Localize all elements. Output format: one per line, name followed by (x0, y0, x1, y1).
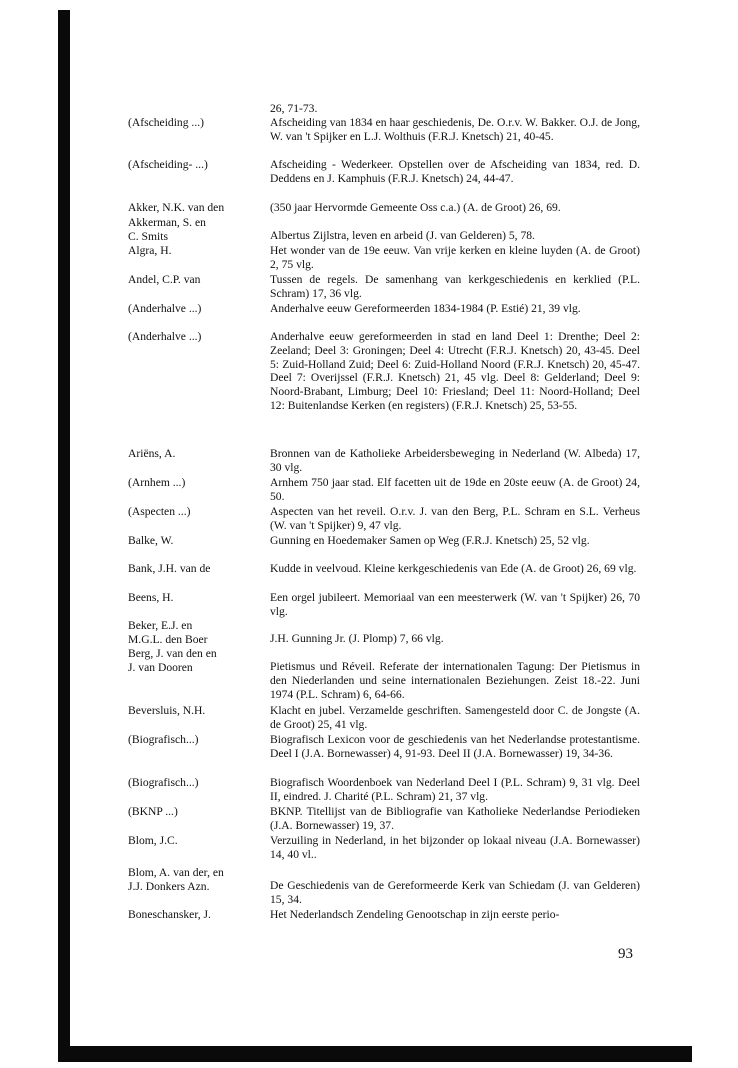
entry-author: Akker, N.K. van den (128, 201, 225, 214)
entry-author: Balke, W. (128, 534, 174, 547)
entry-text: J.H. Gunning Jr. (J. Plomp) 7, 66 vlg. (270, 632, 444, 645)
entry-text: Het Nederlandsch Zendeling Genootschap in zijn eerste perio- (270, 908, 560, 921)
entry-text: Een orgel jubileert. Memoriaal van een meesterwerk (W. van 't Spijker) 26, 70 vlg. (270, 591, 640, 618)
entry-text: Bronnen van de Katholieke Arbeidersbeweging in Nederland (W. Albeda) 17, 30 vlg. (270, 447, 640, 474)
entry-author: Berg, J. van den en J. van Dooren (128, 647, 217, 674)
entry-author: Boneschansker, J. (128, 908, 211, 921)
entry-author: Andel, C.P. van (128, 273, 201, 286)
entry-text: Klacht en jubel. Verzamelde geschriften. Samengesteld door C. de Jongste (A. de Groot) 25, 41 vlg. (270, 704, 640, 731)
entry-author: Ariëns, A. (128, 447, 176, 460)
entry-author: (Afscheiding ...) (128, 116, 204, 129)
entry-text: Gunning en Hoedemaker Samen op Weg (F.R.J. Knetsch) 25, 52 vlg. (270, 534, 590, 547)
entry-text: Pietismus und Réveil. Referate der internationalen Tagung: Der Pietismus in den Niederlanden und seine internationalen Beziehungen. Zeist 18.-22. Juni 1974 (P.L. Schram) 6, 64-66. (270, 660, 640, 701)
entry-text: Verzuiling in Nederland, in het bijzonder op lokaal niveau (J.A. Bornewasser) 14, 40 vl.. (270, 834, 640, 861)
entry-text: Arnhem 750 jaar stad. Elf facetten uit de 19de en 20ste eeuw (A. de Groot) 24, 50. (270, 476, 640, 503)
entry-author: (BKNP ...) (128, 805, 178, 818)
entry-author: Algra, H. (128, 244, 172, 257)
entry-author: Blom, J.C. (128, 834, 178, 847)
entry-author: (Biografisch...) (128, 733, 199, 746)
entry-text: Tussen de regels. De samenhang van kerkgeschiedenis en kerklied (P.L. Schram) 17, 36 vlg. (270, 273, 640, 300)
entry-author: Akkerman, S. en C. Smits (128, 216, 206, 243)
entry-author: (Anderhalve ...) (128, 330, 202, 343)
entry-author: (Anderhalve ...) (128, 302, 202, 315)
entry-author: (Arnhem ...) (128, 476, 186, 489)
entry-text: Anderhalve eeuw gereformeerden in stad en land Deel 1: Drenthe; Deel 2: Zeeland; Deel 3: Groningen; Deel 4: Utrecht (F.R.J. Knetsch) 20, 43-45. Deel 5: Zuid-Holland Zuid; Deel 6: Zuid-Holland Noord (F.R.J. Knetsch) 20, 45-47. Deel 7: Overijssel (F.R.J. Knetsch) 21, 45 vlg. Deel 8: Gelderland; Deel 9: Noord-Brabant, Limburg; Deel 10: Friesland; Deel 11: Noord-Holland; Deel 12: Buitenlandse Kerken (en registers) (F.R.J. Knetsch) 25, 53-55. (270, 330, 640, 412)
entry-text: Kudde in veelvoud. Kleine kerkgeschiedenis van Ede (A. de Groot) 26, 69 vlg. (270, 562, 637, 575)
entry-text: Afscheiding van 1834 en haar geschiedenis, De. O.r.v. W. Bakker. O.J. de Jong, W. van 't Spijker en L.J. Wolthuis (F.R.J. Knetsch) 21, 40-45. (270, 116, 640, 143)
entry-author: (Aspecten ...) (128, 505, 191, 518)
entry-text: 26, 71-73. (270, 102, 318, 115)
entry-text: Anderhalve eeuw Gereformeerden 1834-1984 (P. Estié) 21, 39 vlg. (270, 302, 581, 315)
entry-author: Bank, J.H. van de (128, 562, 211, 575)
entry-author: Beversluis, N.H. (128, 704, 206, 717)
entry-author: Beens, H. (128, 591, 174, 604)
entry-text: Aspecten van het reveil. O.r.v. J. van den Berg, P.L. Schram en S.L. Verheus (W. van 't Spijker) 9, 47 vlg. (270, 505, 640, 532)
entry-text: Het wonder van de 19e eeuw. Van vrije kerken en kleine luyden (A. de Groot) 2, 75 vlg. (270, 244, 640, 271)
entry-author: (Afscheiding- ...) (128, 158, 208, 171)
entry-text: Afscheiding - Wederkeer. Opstellen over de Afscheiding van 1834, red. D. Deddens en J. Kamphuis (F.R.J. Knetsch) 24, 44-47. (270, 158, 640, 185)
entry-text: Biografisch Woordenboek van Nederland Deel I (P.L. Schram) 9, 31 vlg. Deel II, eindred. J. Charité (P.L. Schram) 21, 37 vlg. (270, 776, 640, 803)
entry-text: Biografisch Lexicon voor de geschiedenis van het Nederlandse protestantisme. Deel I (J.A. Bornewasser) 4, 91-93. Deel II (J.A. Bornewasser) 19, 34-36. (270, 733, 640, 760)
entry-text: BKNP. Titellijst van de Bibliografie van Katholieke Nederlandse Periodieken (J.A. Bornewasser) 19, 37. (270, 805, 640, 832)
entry-text: Albertus Zijlstra, leven en arbeid (J. van Gelderen) 5, 78. (270, 229, 535, 242)
entry-author: (Biografisch...) (128, 776, 199, 789)
entry-author: Blom, A. van der, en J.J. Donkers Azn. (128, 866, 224, 893)
entry-text: (350 jaar Hervormde Gemeente Oss c.a.) (A. de Groot) 26, 69. (270, 201, 561, 214)
entry-text: De Geschiedenis van de Gereformeerde Kerk van Schiedam (J. van Gelderen) 15, 34. (270, 879, 640, 906)
page-number: 93 (618, 946, 633, 962)
entry-author: Beker, E.J. en M.G.L. den Boer (128, 619, 208, 646)
